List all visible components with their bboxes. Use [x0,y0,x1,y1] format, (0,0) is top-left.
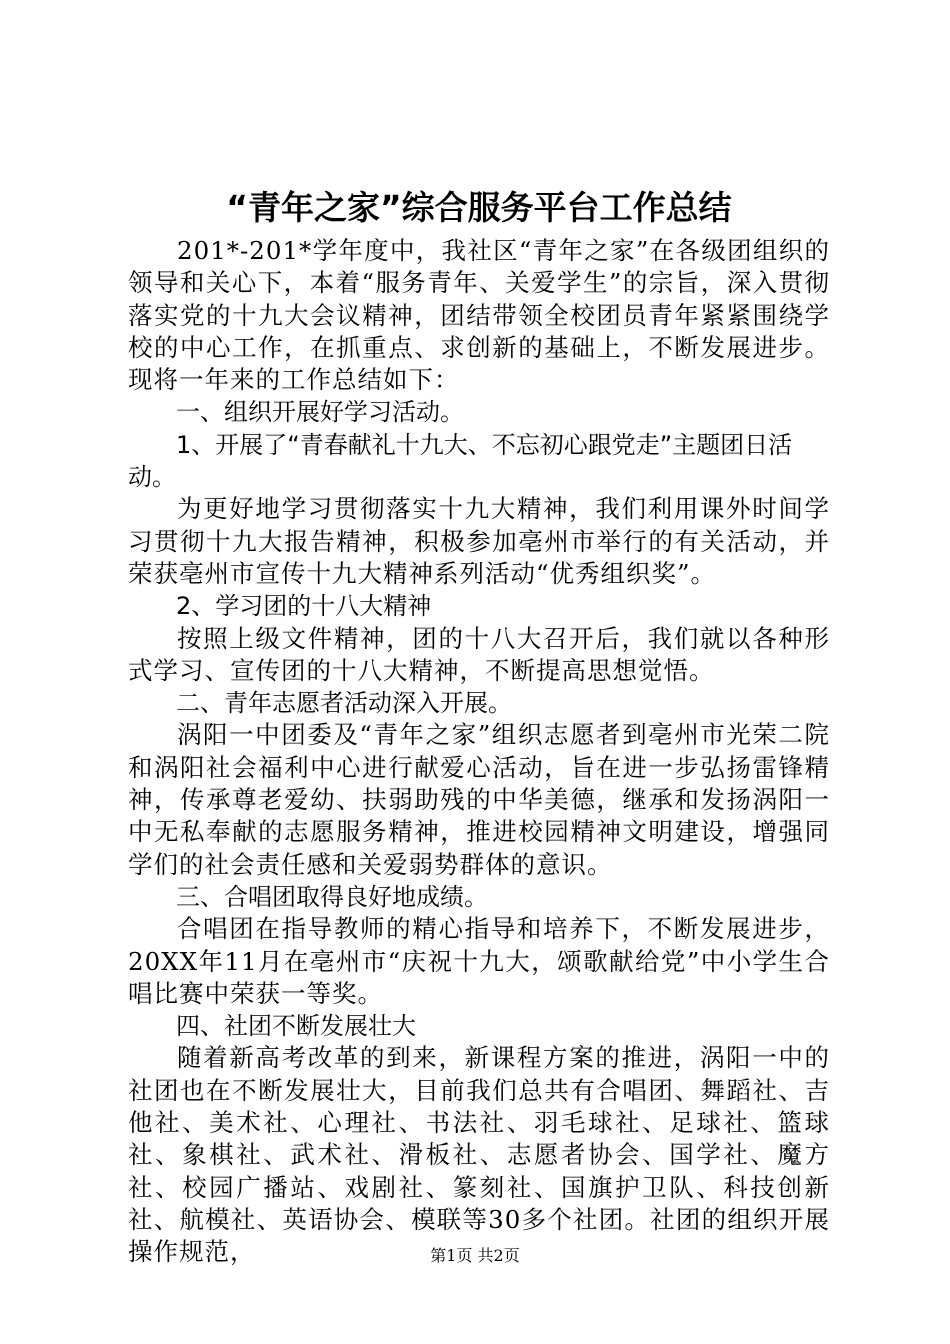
document-title: “青年之家”综合服务平台工作总结 [226,188,732,227]
section-heading-4: 四、社团不断发展壮大 [176,1012,416,1041]
subsection-heading-1-1: 1、开展了“青春献礼十九大、不忘初心跟党走”主题团日活动。 [128,430,793,492]
page-footer: 第1页 共2页 [430,1246,520,1265]
paragraph-1-1: 为更好地学习贯彻落实十九大精神，我们利用课外时间学习贯彻十九大报告精神，积极参加亳州市举行的有关活动，并荣获亳州市宣传十九大精神系列活动“优秀组织奖”。 [128,494,830,588]
paragraph-4: 随着新高考改革的到来，新课程方案的推进，涡阳一中的社团也在不断发展壮大，目前我们总共有合唱团、舞蹈社、吉他社、美术社、心理社、书法社、羽毛球社、足球社、篮球社、象棋社、武术社、滑板社、志愿者协会、国学社、魔方社、校园广播站、戏剧社、篆刻社、国旗护卫队、科技创新社、航模社、英语协会、模联等30多个社团。社团的组织开展操作规范， [128,1043,830,1267]
intro-paragraph: 201*-201*学年度中，我社区“青年之家”在各级团组织的领导和关心下，本着“服务青年、关爱学生”的宗旨，深入贯彻落实党的十九大会议精神，团结带领全校团员青年紧紧围绕学校的中心工作，在抓重点、求创新的基础上，不断发展进步。现将一年来的工作总结如下： [128,236,830,395]
section-heading-3: 三、合唱团取得良好地成绩。 [176,882,488,911]
section-heading-1: 一、组织开展好学习活动。 [176,398,464,427]
paragraph-1-2: 按照上级文件精神，团的十八大召开后，我们就以各种形式学习、宣传团的十八大精神，不断提高思想觉悟。 [128,623,830,685]
section-heading-2: 二、青年志愿者活动深入开展。 [176,689,512,718]
paragraph-2: 涡阳一中团委及“青年之家”组织志愿者到亳州市光荣二院和涡阳社会福利中心进行献爱心活动，旨在进一步弘扬雷锋精神，传承尊老爱幼、扶弱助残的中华美德，继承和发扬涡阳一中无私奉献的志愿服务精神，推进校园精神文明建设，增强同学们的社会责任感和关爱弱势群体的意识。 [128,720,830,879]
document-page [128,183,830,1269]
paragraph-3: 合唱团在指导教师的精心指导和培养下，不断发展进步，20XX年11月在亳州市“庆祝十九大，颂歌献给党”中小学生合唱比赛中荣获一等奖。 [128,914,830,1008]
subsection-heading-1-2: 2、学习团的十八大精神 [176,592,432,621]
